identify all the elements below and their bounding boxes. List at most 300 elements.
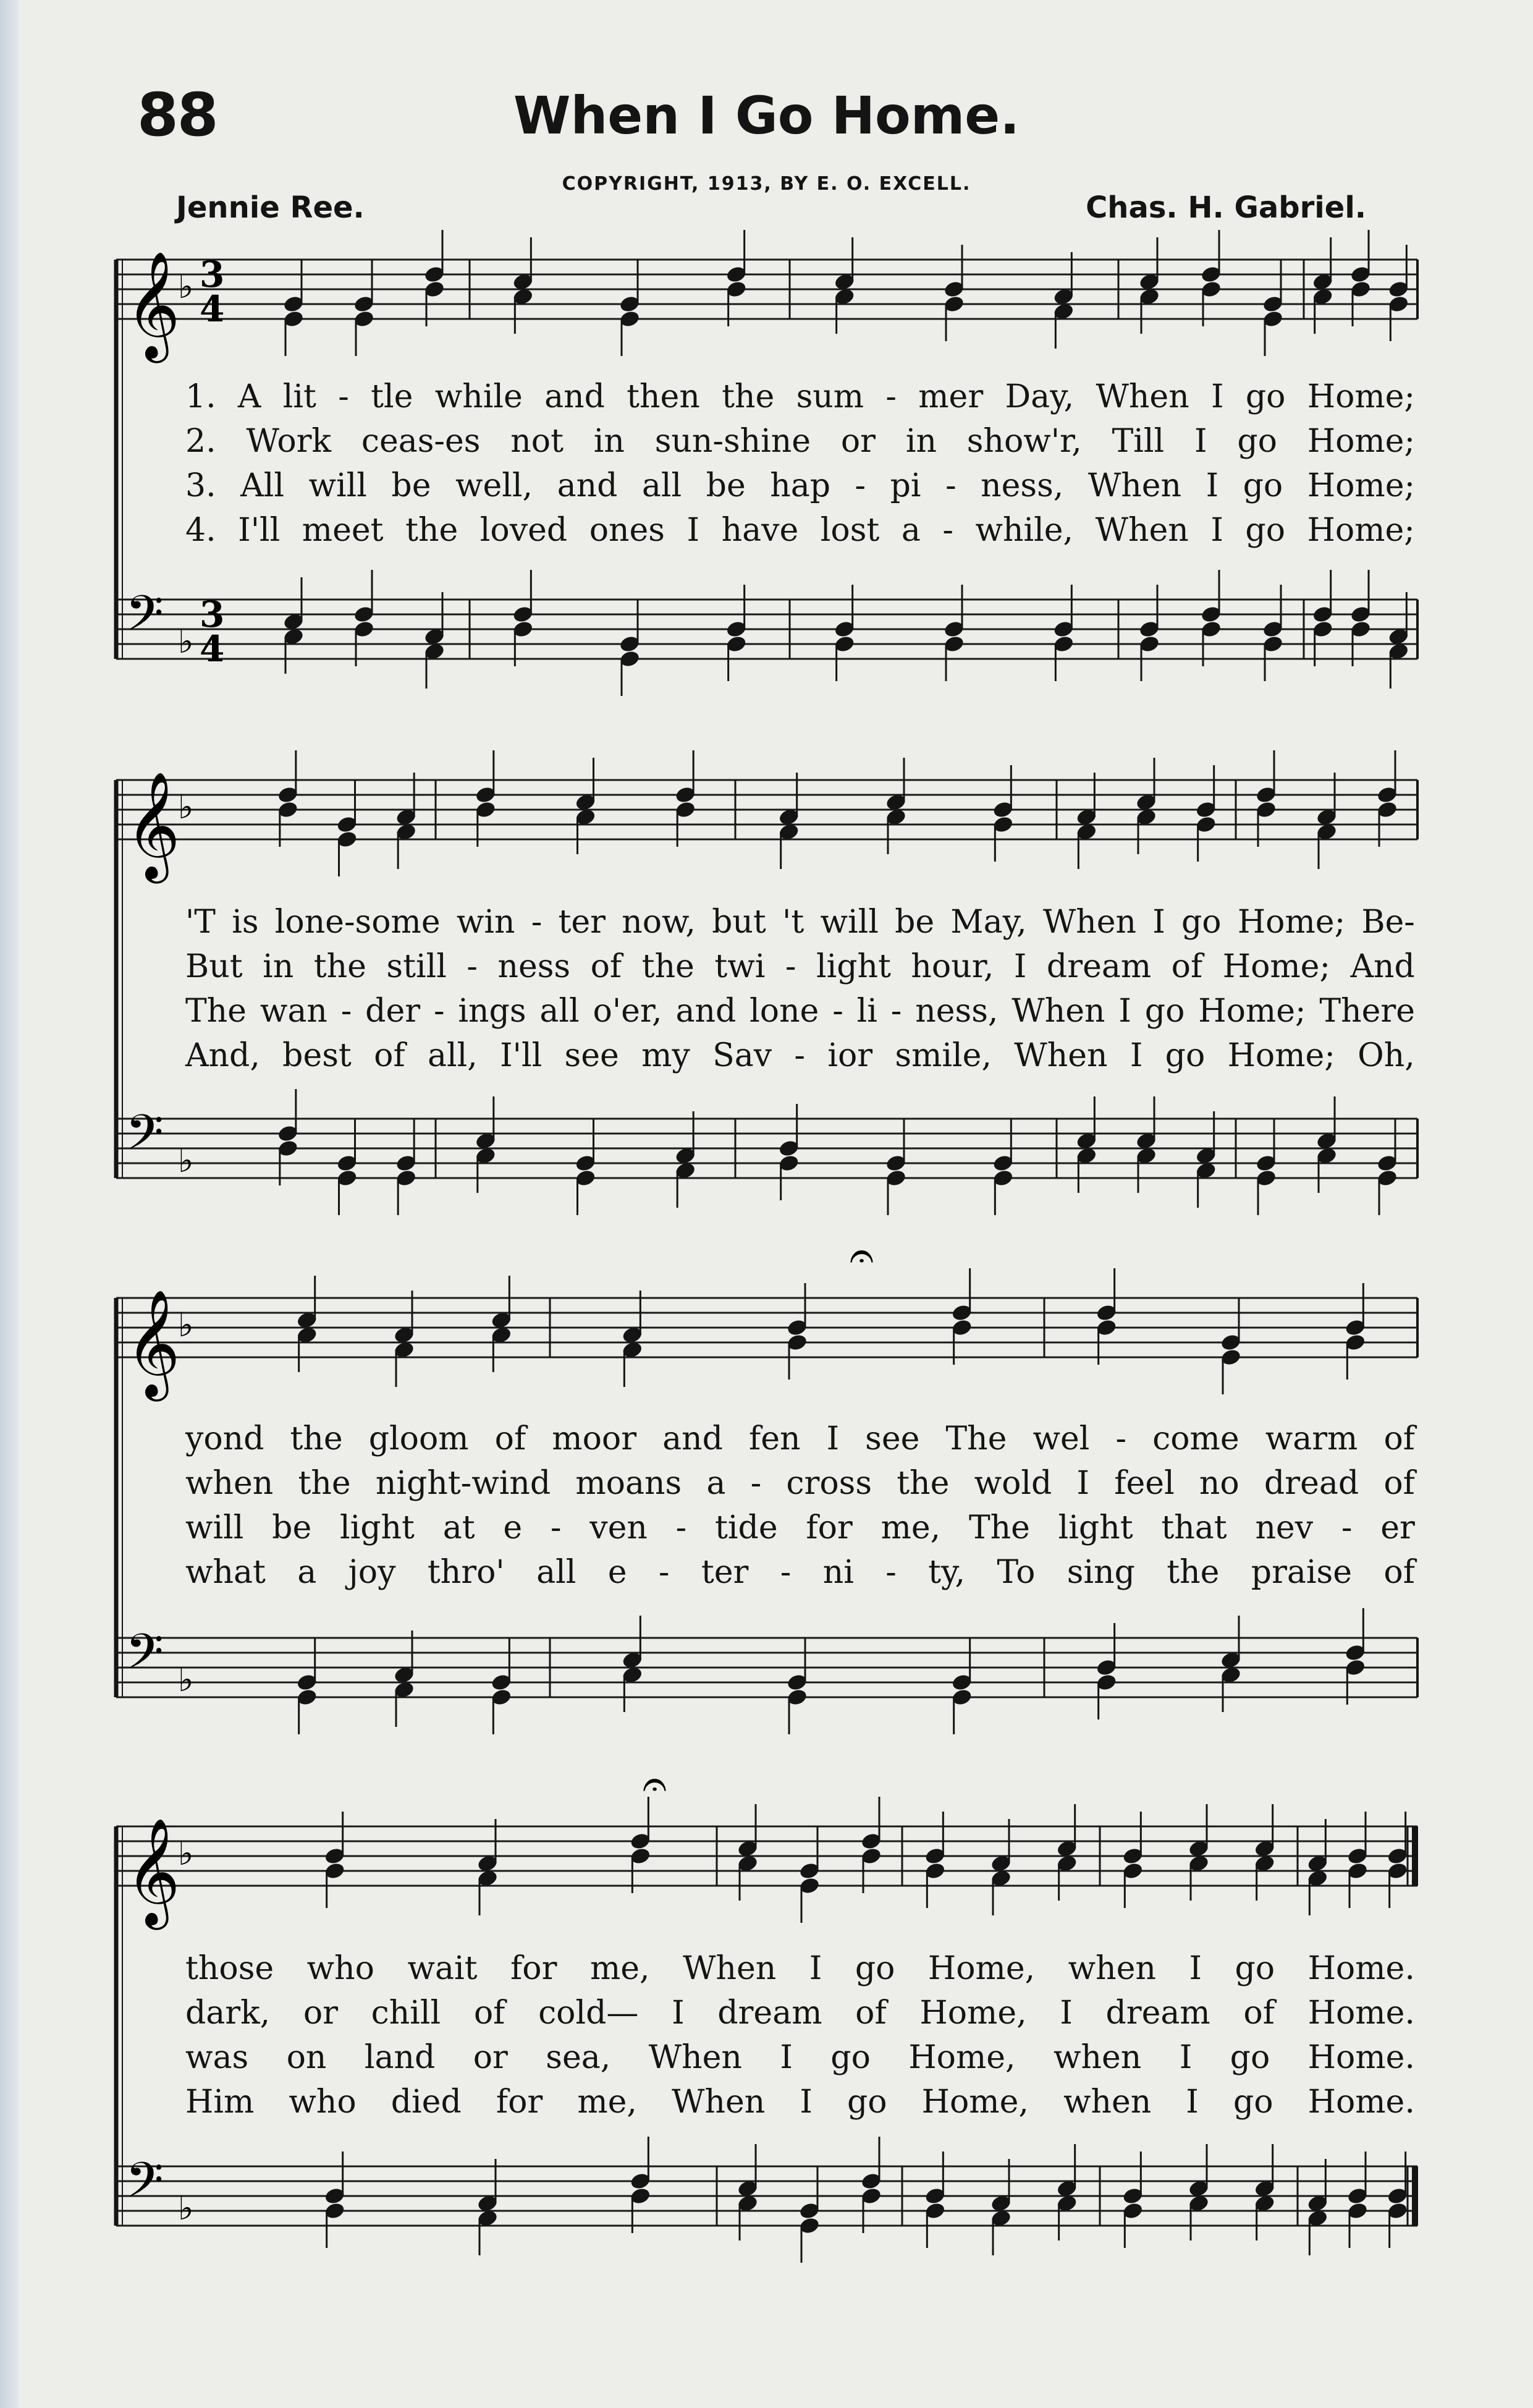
treble-clef-icon: 𝄞 [125,1289,180,1397]
lyric-syllable: Him [185,2084,255,2121]
lyric-syllable: 2. [185,423,216,460]
lyric-syllable: ness, [981,467,1064,504]
lyric-syllable: When [1087,467,1182,504]
lyric-syllable: all [536,1554,576,1591]
lyricist-credit: Jennie Ree. [176,190,365,225]
lyric-syllable: ceas-es [361,423,481,460]
fermata-icon: 𝄐 [850,1230,874,1281]
lyric-syllable: I [826,1420,840,1457]
lyric-syllable: Home; [1198,993,1306,1030]
lyric-syllable: or [473,2039,508,2076]
lyric-syllable: go [830,2039,871,2076]
lyric-syllable: Home, [908,2039,1016,2076]
lyric-syllable: 4. [185,512,216,549]
lyric-syllable: all, [428,1037,478,1074]
lyric-syllable: I [1206,467,1219,504]
lyric-syllable: - [750,1465,762,1502]
lyric-syllable: mer [918,378,984,415]
lyric-syllable: - [885,378,897,415]
lyric-syllable: the [290,1420,343,1457]
lyric-syllable: moor [552,1420,637,1457]
treble-notes [296,1268,1366,1394]
lyric-syllable: - [855,467,866,504]
lyric-syllable: for [806,1509,853,1546]
lyric-syllable: on [286,2039,327,2076]
lyric-syllable: hour, [911,948,994,985]
lyric-syllable: hap [770,467,831,504]
lyric-syllable: who [289,2084,357,2121]
lyric-syllable: dream [717,1995,822,2032]
lyric-line [185,1037,1415,1074]
lyric-syllable: lit [282,378,316,415]
lyric-syllable: thro' [427,1554,505,1591]
lyric-line [185,378,1415,415]
lyric-syllable: go [1245,512,1285,549]
lyric-syllable: The [968,1509,1030,1546]
flat-icon: ♭ [178,787,194,826]
lyric-syllable: sea, [546,2039,611,2076]
lyric-syllable: I [1179,2039,1193,2076]
lyric-syllable: go [1233,2084,1273,2121]
lyric-syllable: died [391,2084,462,2121]
lyric-syllable: smile, [895,1037,992,1074]
lyric-syllable: Oh, [1358,1037,1415,1074]
lyric-syllable: sing [1066,1554,1135,1591]
lyric-syllable: cross [786,1465,872,1502]
lyric-syllable: in [905,423,937,460]
lyric-syllable: I [780,2039,793,2076]
treble-clef-icon: 𝄞 [125,1818,180,1925]
bass-staff [116,600,1417,659]
lyric-syllable: Work [246,423,332,460]
lyric-syllable: all [641,467,682,504]
lyric-syllable: of [1383,1465,1415,1502]
lyric-syllable: - [1341,1509,1353,1546]
lyric-syllable: - [942,512,953,549]
lyric-syllable: Home; [1307,467,1415,504]
lyric-syllable: will [820,904,879,941]
lyric-line [185,993,1415,1030]
lyric-syllable: then [627,378,700,415]
lyric-syllable: dread [1264,1465,1359,1502]
lyric-line [185,467,1415,504]
lyric-syllable: 't [782,904,805,941]
treble-notes [324,1797,1409,1923]
lyric-syllable: of [1383,1554,1415,1591]
lyric-syllable: or [303,1995,339,2032]
lyric-syllable: go [1165,1037,1206,1074]
lyric-syllable: - [1115,1420,1127,1457]
lyric-syllable: Be- [1361,904,1415,941]
lyric-syllable: of [494,1420,526,1457]
lyric-syllable: still [386,948,447,985]
lyric-syllable: yond [185,1420,264,1457]
lyric-syllable: I [1076,1465,1090,1502]
lyric-syllable: no [1199,1465,1239,1502]
lyric-syllable: sum [796,378,864,415]
lyric-line [185,904,1415,941]
lyric-syllable: - [675,1509,687,1546]
lyric-line [185,948,1415,985]
lyric-line [185,2084,1415,2121]
lyric-line [185,1950,1415,1987]
lyric-syllable: for [496,2084,543,2121]
fermata-icon: 𝄐 [643,1758,667,1809]
lyric-syllable: - [885,1554,897,1591]
lyric-syllable: When [1096,378,1189,415]
lyric-syllable: There [1319,993,1415,1030]
lyric-syllable: go [855,1950,895,1987]
lyric-syllable: ior [827,1037,873,1074]
bass-notes [282,570,1409,696]
lyric-syllable: what [185,1554,266,1591]
flat-icon: ♭ [178,1660,194,1699]
lyric-syllable: of [590,948,622,985]
flat-icon: ♭ [178,622,194,661]
flat-icon: ♭ [178,267,194,306]
lyric-syllable: best [282,1037,352,1074]
lyric-syllable: ter [701,1554,749,1591]
lyric-syllable: When [672,2084,766,2121]
lyric-syllable: be [391,467,431,504]
lyric-syllable: night-wind [375,1465,551,1502]
lyric-syllable: a [297,1554,317,1591]
lyric-syllable: me, [881,1509,941,1546]
lyric-syllable: When [683,1950,777,1987]
hymn-number: 88 [137,80,217,150]
lyric-syllable: feel [1114,1465,1175,1502]
lyric-syllable: a [901,512,921,549]
lyric-syllable: joy [348,1554,396,1591]
lyric-syllable: All [240,467,284,504]
lyric-syllable: of [855,1995,887,2032]
lyric-syllable: I [672,1995,685,2032]
lyric-syllable: I [1130,1037,1143,1074]
copyright-notice: COPYRIGHT, 1913, BY E. O. EXCELL. [562,173,971,195]
lyric-syllable: wait [407,1950,478,1987]
lyric-syllable: while, [975,512,1074,549]
lyric-syllable: land [364,2039,436,2076]
lyric-syllable: go [1245,378,1286,415]
lyric-syllable: twi [714,948,766,985]
bass-staff [116,2166,1417,2226]
lyric-syllable: I'll [238,512,281,549]
treble-time-signature-bottom: 4 [200,288,225,330]
lyric-syllable: gloom [368,1420,469,1457]
lyric-syllable: well, [455,467,533,504]
lyric-syllable: the [1167,1554,1220,1591]
bass-clef-icon: 𝄢 [125,2151,164,2221]
lyric-syllable: be [706,467,746,504]
lyric-syllable: When [1011,993,1105,1030]
lyric-syllable: I [800,2084,813,2121]
bass-clef-icon: 𝄢 [125,1103,164,1173]
treble-notes [282,230,1409,356]
hymn-title: When I Go Home. [513,85,1020,146]
lyric-syllable: wel [1033,1420,1090,1457]
lyric-syllable: the [722,378,775,415]
lyric-line [185,1554,1415,1591]
lyric-syllable: I [1210,378,1224,415]
lyric-syllable: 3. [185,467,216,504]
lyric-syllable: win [456,904,515,941]
lyric-syllable: the [405,512,458,549]
lyric-syllable: lost [820,512,880,549]
lyric-syllable: When [648,2039,742,2076]
lyric-syllable: And, [185,1037,260,1074]
lyric-syllable: now, [622,904,696,941]
lyric-syllable: dream [1046,948,1152,985]
lyric-syllable: Home; [1307,423,1415,460]
lyric-syllable: will [308,467,367,504]
lyric-syllable: light [1058,1509,1133,1546]
lyric-syllable: 'T [185,904,216,941]
lyric-syllable: be [895,904,935,941]
treble-staff [116,1298,1417,1357]
lyric-syllable: ni [822,1554,854,1591]
lyric-syllable: see [564,1037,619,1074]
lyric-syllable: When [1014,1037,1108,1074]
lyric-syllable: go [847,2084,887,2121]
lyric-syllable: Home. [1307,1950,1415,1987]
lyric-syllable: dark, [185,1995,271,2032]
lyric-syllable: the [897,1465,950,1502]
treble-staff [116,1826,1417,1886]
lyric-syllable: ness [497,948,571,985]
lyric-syllable: I [1013,948,1027,985]
lyric-syllable: When [1095,512,1189,549]
lyric-syllable: loved [479,512,568,549]
lyric-syllable: Home, [921,2084,1029,2121]
lyric-syllable: go [1144,993,1185,1030]
lyric-syllable: not [510,423,564,460]
treble-staff [116,780,1417,839]
bass-staff [116,1119,1417,1178]
lyric-syllable: Sav [712,1037,772,1074]
lyric-syllable: Home; [1307,378,1415,415]
lyric-syllable: - [340,993,352,1030]
lyric-syllable: I [686,512,700,549]
system-1 [116,230,1417,696]
lyric-syllable: and [544,378,605,415]
lyric-syllable: e [503,1509,523,1546]
lyric-syllable: of [1243,1995,1275,2032]
treble-clef-icon: 𝄞 [125,771,180,879]
lyric-syllable: To [997,1554,1036,1591]
lyric-syllable: Till [1112,423,1165,460]
lyric-syllable: of [1171,948,1203,985]
lyric-syllable: when [1068,1950,1156,1987]
lyric-syllable: the [298,1465,351,1502]
lyric-syllable: - [550,1509,562,1546]
lyric-syllable: come [1152,1420,1239,1457]
lyric-syllable: nev [1255,1509,1314,1546]
lyric-syllable: Home, [919,1995,1027,2032]
lyric-syllable: was [185,2039,249,2076]
lyric-syllable: that [1161,1509,1227,1546]
lyric-syllable: ones [589,512,665,549]
lyric-syllable: pi [890,467,921,504]
lyric-syllable: - [433,993,445,1030]
flat-icon: ♭ [178,1305,194,1344]
lyric-syllable: Home. [1307,1995,1415,2032]
lyric-syllable: ty, [928,1554,966,1591]
composer-credit: Chas. H. Gabriel. [1086,190,1366,225]
lyric-syllable: lone [750,993,819,1030]
lyric-syllable: show'r, [966,423,1082,460]
lyric-syllable: a [706,1465,726,1502]
lyric-syllable: der [365,993,421,1030]
lyric-syllable: warm [1265,1420,1358,1457]
lyric-syllable: go [1243,467,1283,504]
lyric-syllable: 1. [185,378,216,415]
lyric-syllable: light [816,948,891,985]
lyric-syllable: those [185,1950,274,1987]
lyric-syllable: wold [974,1465,1052,1502]
lyric-syllable: praise [1251,1554,1353,1591]
lyric-syllable: light [340,1509,415,1546]
lyric-line [185,1420,1415,1457]
flat-icon: ♭ [178,1834,194,1873]
lyric-syllable: tle [371,378,413,415]
lyric-syllable: fen [748,1420,801,1457]
lyric-syllable: at [442,1509,475,1546]
lyric-syllable: And [1350,948,1415,985]
lyric-syllable: all [539,993,580,1030]
lyric-syllable: and [557,467,618,504]
treble-clef-icon: 𝄞 [125,251,180,358]
bass-notes [296,1608,1366,1734]
lyric-line [185,423,1415,460]
lyric-line [185,512,1415,549]
lyric-syllable: of [1383,1420,1415,1457]
lyric-syllable: moans [575,1465,682,1502]
lyric-syllable: when [185,1465,274,1502]
lyric-syllable: dream [1105,1995,1210,2032]
lyric-syllable: when [1054,2039,1142,2076]
lyric-line [185,1509,1415,1546]
lyric-syllable: I [1186,2084,1199,2121]
lyric-syllable: - [945,467,957,504]
lyric-syllable: A [237,378,261,415]
lyric-syllable: Home, [927,1950,1036,1987]
lyric-syllable: while [434,378,523,415]
lyric-syllable: - [794,1037,805,1074]
lyric-syllable: wan [260,993,327,1030]
lyric-syllable: who [306,1950,374,1987]
lyric-syllable: - [467,948,478,985]
bass-time-signature-bottom: 4 [200,628,225,670]
lyric-syllable: Home; [1307,512,1415,549]
lyric-line [185,2039,1415,2076]
lyric-line [185,1465,1415,1502]
treble-time-signature-top: 3 [200,253,225,295]
lyric-syllable: ness, [915,993,999,1030]
lyric-syllable: I [1194,423,1207,460]
lyric-syllable: But [185,948,243,985]
lyric-syllable: e [607,1554,627,1591]
lyric-syllable: - [832,993,843,1030]
lyric-syllable: me, [589,1950,650,1987]
flat-icon: ♭ [178,2189,194,2228]
lyric-syllable: - [785,948,796,985]
lyric-syllable: me, [577,2084,637,2121]
bass-notes [324,2137,1409,2263]
lyric-syllable: lone-some [274,904,441,941]
bass-clef-icon: 𝄢 [125,584,164,654]
lyric-syllable: Home; [1237,904,1346,941]
lyric-syllable: When [1042,904,1137,941]
lyric-syllable: of [374,1037,405,1074]
lyric-syllable: but [712,904,766,941]
lyric-syllable: be [272,1509,312,1546]
lyric-syllable: - [890,993,902,1030]
lyric-syllable: o'er, [593,993,662,1030]
flat-icon: ♭ [178,1141,194,1180]
lyric-syllable: ings [458,993,526,1030]
lyric-syllable: Day, [1005,378,1075,415]
lyric-syllable: Home. [1307,2084,1415,2121]
lyric-syllable: Home; [1227,1037,1335,1074]
bass-notes [277,1089,1398,1215]
lyric-syllable: sun-shine [654,423,811,460]
lyric-syllable: - [658,1554,670,1591]
lyric-syllable: or [840,423,876,460]
treble-notes [277,750,1398,876]
lyric-syllable: - [338,378,349,415]
lyric-syllable: May, [950,904,1027,941]
lyric-syllable: I [1210,512,1223,549]
lyric-syllable: of [473,1995,505,2032]
lyric-syllable: ter [558,904,606,941]
lyric-syllable: for [510,1950,557,1987]
lyric-syllable: go [1235,1950,1275,1987]
lyric-syllable: in [593,423,625,460]
lyric-syllable: er [1380,1509,1415,1546]
bass-time-signature-top: 3 [200,593,225,635]
lyric-syllable: go [1181,904,1222,941]
lyric-syllable: and [662,1420,723,1457]
lyric-syllable: chill [371,1995,441,2032]
lyric-syllable: the [641,948,695,985]
lyric-syllable: when [1063,2084,1152,2121]
lyric-syllable: The [945,1420,1007,1457]
lyric-syllable: I [1189,1950,1202,1987]
lyric-syllable: go [1237,423,1277,460]
lyric-syllable: I [1118,993,1131,1030]
lyric-syllable: cold— [538,1995,639,2032]
lyric-syllable: will [185,1509,244,1546]
lyric-line [185,1995,1415,2032]
lyric-syllable: go [1230,2039,1270,2076]
lyric-syllable: is [232,904,259,941]
lyric-syllable: - [531,904,543,941]
lyric-syllable: The [185,993,247,1030]
lyric-syllable: I [809,1950,822,1987]
lyric-syllable: my [641,1037,690,1074]
lyric-syllable: I [1152,904,1165,941]
treble-staff [116,260,1417,319]
bass-clef-icon: 𝄢 [125,1622,164,1692]
lyric-syllable: have [721,512,799,549]
lyric-syllable: li [856,993,877,1030]
lyric-syllable: ven [589,1509,648,1546]
lyric-syllable: and [675,993,737,1030]
lyric-syllable: the [313,948,366,985]
lyric-syllable: in [263,948,294,985]
lyric-syllable: I'll [500,1037,543,1074]
lyric-syllable: Home. [1307,2039,1415,2076]
